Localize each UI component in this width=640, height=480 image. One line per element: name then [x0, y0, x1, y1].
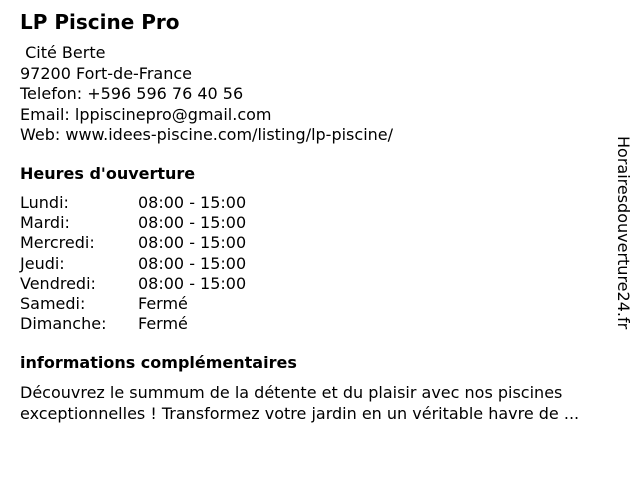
- opening-hours-heading: Heures d'ouverture: [20, 164, 196, 183]
- hours-row-wednesday: [20, 233, 246, 253]
- additional-info-text: [20, 383, 632, 424]
- hours-day: Jeudi:: [20, 253, 65, 273]
- hours-row-friday: [20, 274, 246, 294]
- hours-time: 08:00 - 15:00: [138, 233, 247, 253]
- hours-day: Samedi:: [20, 294, 86, 314]
- hours-day: Dimanche:: [20, 314, 107, 334]
- hours-time: 08:00 - 15:00: [138, 253, 247, 273]
- hours-time: Fermé: [138, 294, 188, 314]
- site-brand-text: Horairesdouverture24.fr: [614, 136, 633, 330]
- info-line-1: Découvrez le summum de la détente et du plaisir avec nos piscines: [20, 383, 563, 402]
- street-text: Cité Berte: [25, 43, 106, 62]
- info-line-2: exceptionnelles ! Transformez votre jardin en un véritable havre de ...: [20, 403, 580, 423]
- hours-time: 08:00 - 15:00: [138, 273, 247, 293]
- additional-info-heading: informations complémentaires: [20, 353, 297, 372]
- hours-row-sunday: [20, 314, 246, 334]
- hours-row-monday: [20, 193, 246, 213]
- business-name: LP Piscine Pro: [20, 10, 180, 34]
- hours-time: 08:00 - 15:00: [138, 213, 247, 233]
- contact-block: [20, 43, 393, 146]
- phone-line: Telefon: +596 596 76 40 56: [20, 84, 244, 103]
- hours-row-thursday: [20, 254, 246, 274]
- opening-hours-table: [20, 193, 246, 334]
- site-brand-vertical: [612, 136, 634, 376]
- hours-time: 08:00 - 15:00: [138, 193, 247, 212]
- hours-day: Vendredi:: [20, 273, 96, 293]
- web-line: Web: www.idees-piscine.com/listing/lp-piscine/: [20, 125, 394, 144]
- hours-row-tuesday: [20, 213, 246, 233]
- hours-day: Mardi:: [20, 213, 70, 233]
- email-line: Email: lppiscinepro@gmail.com: [20, 104, 272, 124]
- city-address: 97200 Fort-de-France: [20, 63, 193, 83]
- hours-day: Lundi:: [20, 193, 69, 212]
- street-address: [20, 43, 393, 64]
- hours-day: Mercredi:: [20, 233, 95, 253]
- hours-time: Fermé: [138, 314, 188, 334]
- hours-row-saturday: [20, 294, 246, 314]
